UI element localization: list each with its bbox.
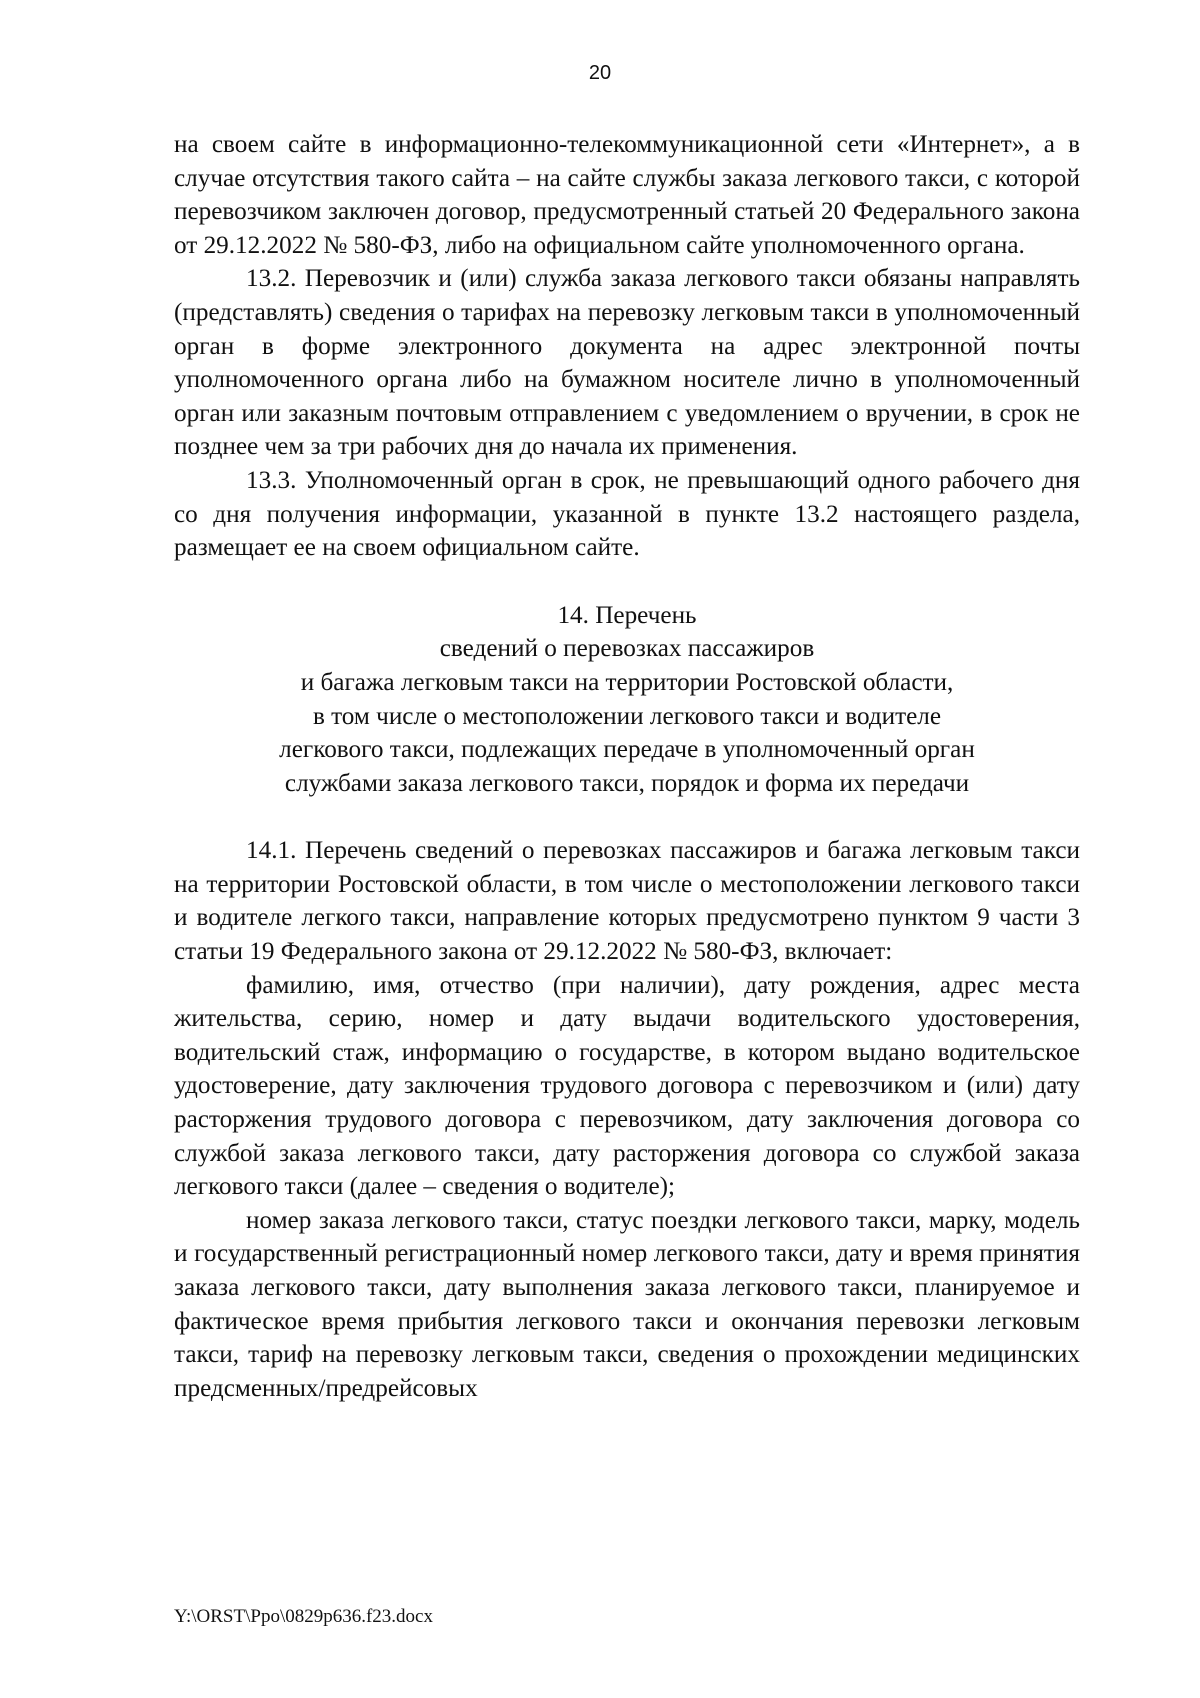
page-number: 20 [588, 62, 612, 84]
paragraph-order-info: номер заказа легкового такси, статус поездки легкового такси, марку, модель и государственный регистрационный номер легкового такси, дату и время принятия заказа легкового такси, дату выполнения заказа легкового такси, планируемое и фактическое время прибытия легкового такси и окончания перевозки легковым такси, тариф на перевозку легковым такси, сведения о прохождении медицинских предсменных/предрейсовых [174, 1206, 1080, 1402]
paragraph-driver-info: фамилию, имя, отчество (при наличии), дату рождения, адрес места жительства, серию, номер и дату выдачи водительского удостоверения, водительский стаж, информацию о государстве, в котором выдано водительское удостоверение, дату заключения трудового договора с перевозчиком и (или) дату расторжения трудового договора с перевозчиком, дату заключения договора со службой заказа легкового такси, дату расторжения договора со службой заказа легкового такси (далее – сведения о водителе); [174, 971, 1080, 1201]
paragraph-13-2: 13.2. Перевозчик и (или) служба заказа легкового такси обязаны направлять (представлять) сведения о тарифах на перевозку легковым такси в уполномоченный орган в форме электронного документа на адрес электронной почты уполномоченного органа либо на бумажном носителе лично в уполномоченный орган или заказным почтовым отправлением с уведомлением о вручении, в срок не позднее чем за три рабочих дня до начала их применения. [174, 265, 1080, 461]
footer-file-path: Y:\ORST\Ppo\0829p636.f23.docx [174, 1606, 433, 1627]
heading-line: службами заказа легкового такси, порядок и форма их передачи [284, 769, 970, 797]
heading-line: сведений о перевозках пассажиров [439, 635, 815, 663]
section-heading-14 [174, 599, 1080, 801]
paragraph-13-3: 13.3. Уполномоченный орган в срок, не превышающий одного рабочего дня со дня получения информации, указанной в пункте 13.2 настоящего раздела, размещает ее на своем официальном сайте. [174, 466, 1080, 562]
paragraph-continuation: на своем сайте в информационно-телекоммуникационной сети «Интернет», а в случае отсутствия такого сайта – на сайте службы заказа легкового такси, с которой перевозчиком заключен договор, предусмотренный статьей 20 Федерального закона от 29.12.2022 № 580-ФЗ, либо на официальном сайте уполномоченного органа. [174, 131, 1080, 259]
document-body [174, 128, 1080, 1405]
heading-line: легкового такси, подлежащих передаче в уполномоченный орган [279, 736, 975, 764]
heading-line: 14. Перечень [557, 601, 697, 629]
paragraph-14-1: 14.1. Перечень сведений о перевозках пассажиров и багажа легковым такси на территории Ростовской области, в том числе о местоположении легкового такси и водителе легкого такси, направление которых предусмотрено пунктом 9 части 3 статьи 19 Федерального закона от 29.12.2022 № 580-ФЗ, включает: [174, 837, 1080, 966]
heading-line: в том числе о местоположении легкового такси и водителе [312, 702, 942, 730]
heading-line: и багажа легковым такси на территории Ростовской области, [300, 668, 954, 696]
